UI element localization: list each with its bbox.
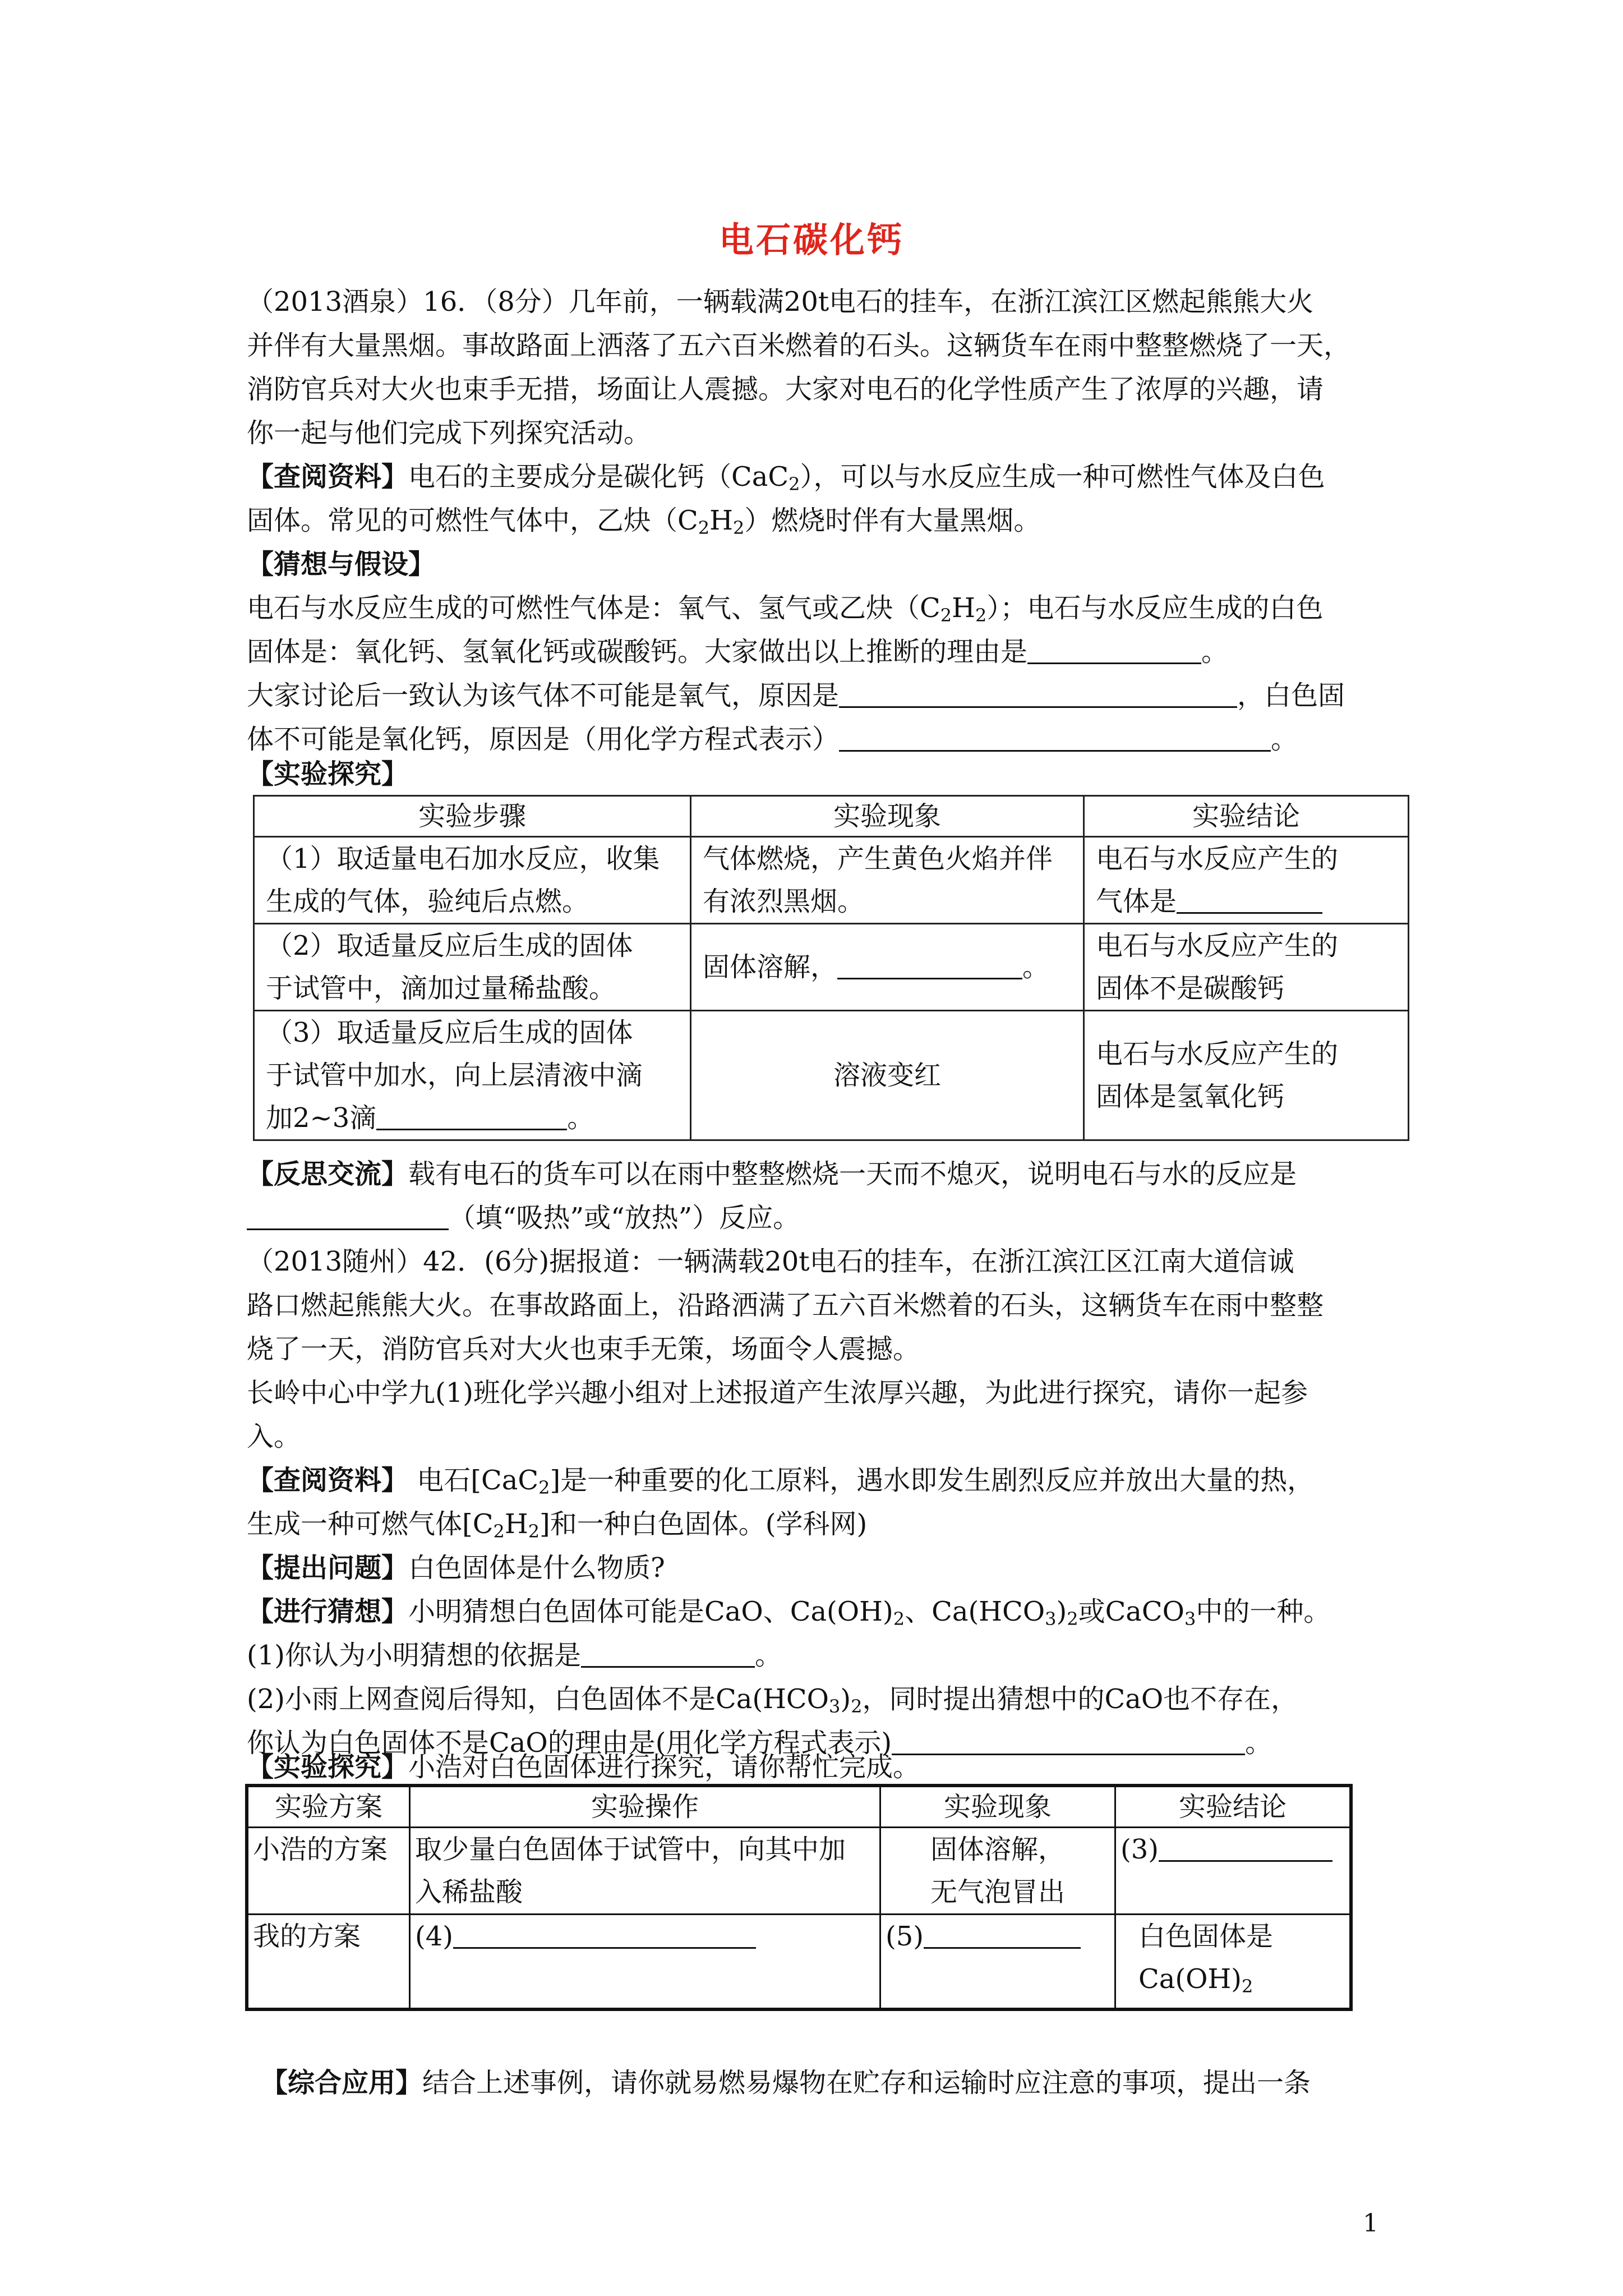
problem1-hypothesis-line: 体不可能是氧化钙，原因是（用化学方程式表示） 。	[247, 724, 1298, 755]
problem1-hypothesis-line: 固体是：氧化钙、氢氧化钙或碳酸钙。大家做出以上推断的理由是 。	[247, 636, 1229, 668]
column-header: 实验现象	[880, 1786, 1115, 1828]
table-cell: （2）取适量反应后生成的固体 于试管中，滴加过量稀盐酸。	[254, 924, 691, 1011]
section-heading: 【进行猜想】	[247, 1596, 409, 1627]
problem1-intro-line: （2013酒泉）16．（8分）几年前，一辆载满20t电石的挂车，在浙江滨江区燃起熊熊大火	[247, 286, 1314, 318]
section-heading: 【实验探究】	[247, 758, 409, 790]
problem1-hypothesis-line: 电石与水反应生成的可燃性气体是：氧气、氢气或乙炔$(C_2H_2)$；电石与水反应生成的白色	[247, 592, 1324, 626]
problem2-intro-line: 烧了一天，消防官兵对大火也束手无策，场面令人震撼。	[247, 1333, 920, 1365]
table-cell: （1）取适量电石加水反应，收集 生成的气体，验纯后点燃。	[254, 837, 691, 924]
problem1-intro-line: 并伴有大量黑烟。事故路面上洒落了五六百米燃着的石头。这辆货车在雨中整整燃烧了一天，	[247, 330, 1351, 361]
table-header-row	[247, 1786, 1351, 1828]
table-row	[254, 924, 1409, 1011]
table-row	[247, 1915, 1351, 2010]
problem2-intro-line: 入。	[247, 1421, 301, 1452]
problem1-reflection-line: （填“吸热”或“放热”）反应。	[247, 1201, 800, 1235]
section-heading: 【提出问题】	[247, 1552, 409, 1584]
table-cell: 固体溶解， 。	[691, 924, 1084, 1011]
section-heading: 【综合应用】	[261, 2067, 423, 2099]
problem1-intro-line: 消防官兵对大火也束手无措，场面让人震撼。大家对电石的化学性质产生了浓厚的兴趣，请	[247, 374, 1324, 405]
table-cell: 我的方案	[247, 1915, 410, 2010]
problem1-reference-line: 【查阅资料】电石的主要成分是碳化钙（CaC$_2$），可以与水反应生成一种可燃性气体及白色	[247, 461, 1325, 495]
problem2-question-2: 你认为白色固体不是CaO的理由是(用化学方程式表示) 。	[247, 1727, 1272, 1759]
experiment-table-1	[253, 795, 1409, 1141]
column-header: 实验方案	[247, 1786, 410, 1828]
table-cell: 取少量白色固体于试管中，向其中加 入稀盐酸	[410, 1828, 880, 1915]
section-heading: 【实验探究】	[247, 1751, 409, 1783]
experiment-table-2	[245, 1784, 1353, 2011]
answer-blank[interactable]	[247, 1204, 449, 1230]
column-header: 实验操作	[410, 1786, 880, 1828]
problem2-intro-line: 长岭中心中学九(1)班化学兴趣小组对上述报道产生浓厚兴趣，为此进行探究，请你一起参	[247, 1377, 1308, 1409]
problem2-intro-line: 路口燃起熊熊大火。在事故路面上，沿路洒满了五六百米燃着的石头，这辆货车在雨中整整	[247, 1290, 1324, 1321]
answer-blank[interactable]	[376, 1104, 567, 1130]
answer-blank[interactable]	[892, 1729, 1245, 1755]
table-cell: (4)	[410, 1915, 880, 2010]
answer-blank[interactable]	[837, 953, 1022, 979]
problem1-intro-line: 你一起与他们完成下列探究活动。	[247, 417, 651, 449]
problem2-application-line: 【综合应用】结合上述事例，请你就易燃易爆物在贮存和运输时应注意的事项，提出一条	[261, 2067, 1311, 2099]
column-header: 实验步骤	[254, 796, 691, 837]
problem1-hypothesis-line: 大家讨论后一致认为该气体不可能是氧气，原因是 ，白色固	[247, 680, 1345, 711]
problem1-reference-line: 固体。常见的可燃性气体中，乙炔$(C_2H_2)$燃烧时伴有大量黑烟。	[247, 505, 1041, 539]
table-cell: 固体溶解， 无气泡冒出	[880, 1828, 1115, 1915]
table-cell: 气体燃烧，产生黄色火焰并伴 有浓烈黑烟。	[691, 837, 1084, 924]
problem2-question-line: 【提出问题】白色固体是什么物质?	[247, 1552, 665, 1584]
table-cell: 电石与水反应产生的 固体不是碳酸钙	[1084, 924, 1409, 1011]
table-cell: 小浩的方案	[247, 1828, 410, 1915]
table-cell: 白色固体是 $Ca(OH)_2$	[1115, 1915, 1352, 2010]
table-row	[254, 837, 1409, 924]
problem2-guess-line: 【进行猜想】小明猜想白色固体可能是CaO、$Ca(OH)_2$、$Ca(HCO_3)_2$或CaCO$_3$中的一种。	[247, 1596, 1331, 1630]
problem2-question-2: (2)小雨上网查阅后得知，白色固体不是$Ca(HCO_3)_2$，同时提出猜想中的CaO也不存在，	[247, 1683, 1298, 1717]
problem2-experiment-line: 【实验探究】小浩对白色固体进行探究，请你帮忙完成。	[247, 1751, 920, 1783]
section-heading: 【反思交流】	[247, 1158, 409, 1190]
column-header: 实验现象	[691, 796, 1084, 837]
table-cell: （3）取适量反应后生成的固体 于试管中加水，向上层清液中滴 加2~3滴 。	[254, 1011, 691, 1140]
problem2-reference-line: 生成一种可燃气体$[C_2H_2]$和一种白色固体。(学科网)	[247, 1508, 868, 1542]
page-title: 电石碳化钙	[718, 219, 904, 260]
table-cell: (5)	[880, 1915, 1115, 2010]
problem2-intro-line: （2013随州）42．(6分)据报道：一辆满载20t电石的挂车，在浙江滨江区江南大道信诚	[247, 1246, 1294, 1277]
answer-blank[interactable]	[581, 1641, 755, 1668]
problem1-reflection-line: 【反思交流】载有电石的货车可以在雨中整整燃烧一天而不熄灭，说明电石与水的反应是	[247, 1158, 1297, 1190]
answer-blank[interactable]	[1027, 638, 1201, 664]
answer-blank[interactable]	[453, 1922, 756, 1949]
problem2-reference-line: 【查阅资料】 电石[CaC$_2$]是一种重要的化工原料，遇水即发生剧烈反应并放出大量的热，	[247, 1465, 1315, 1498]
answer-blank[interactable]	[839, 682, 1237, 708]
table-cell: 电石与水反应产生的 气体是	[1084, 837, 1409, 924]
page-number: 1	[1363, 2209, 1378, 2238]
answer-blank[interactable]	[1159, 1835, 1332, 1862]
answer-blank[interactable]	[1177, 887, 1322, 914]
answer-blank[interactable]	[924, 1922, 1081, 1949]
table-cell: 溶液变红	[691, 1011, 1084, 1140]
table-cell: (3)	[1115, 1828, 1352, 1915]
table-cell: 电石与水反应产生的 固体是氢氧化钙	[1084, 1011, 1409, 1140]
table-header-row	[254, 796, 1409, 837]
column-header: 实验结论	[1115, 1786, 1352, 1828]
answer-blank[interactable]	[839, 725, 1271, 752]
problem2-question-1: (1)你认为小明猜想的依据是 。	[247, 1640, 782, 1671]
table-row	[254, 1011, 1409, 1140]
table-row	[247, 1828, 1351, 1915]
section-heading: 【查阅资料】	[247, 461, 409, 493]
column-header: 实验结论	[1084, 796, 1409, 837]
section-heading: 【查阅资料】	[247, 1465, 409, 1496]
section-heading: 【猜想与假设】	[247, 549, 436, 580]
